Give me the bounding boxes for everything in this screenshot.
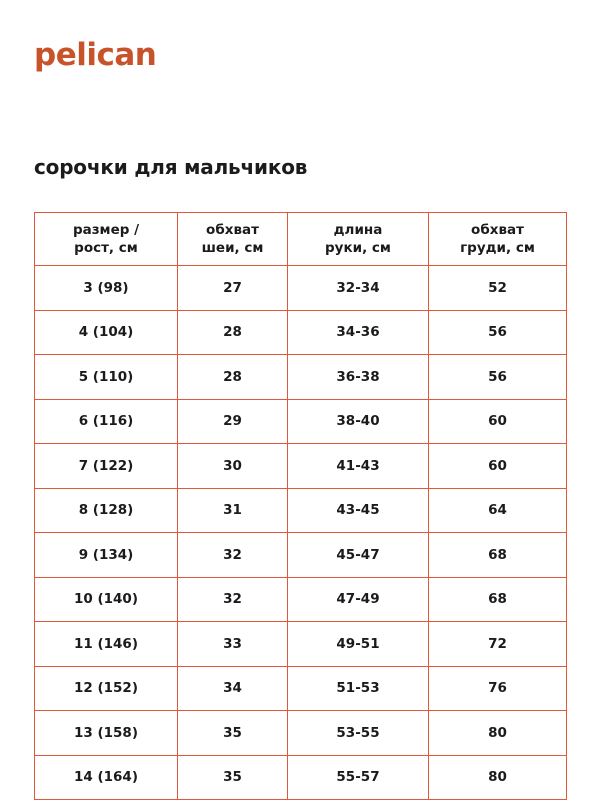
size-table-container [34, 212, 566, 800]
cell-arm: 47-49 [288, 577, 429, 622]
size-table [34, 212, 567, 800]
cell-neck: 35 [178, 711, 288, 756]
column-header-chest [429, 213, 567, 266]
cell-chest: 76 [429, 666, 567, 711]
page-title: сорочки для мальчиков [34, 155, 308, 179]
cell-size: 4 (104) [35, 310, 178, 355]
cell-arm: 51-53 [288, 666, 429, 711]
cell-arm: 45-47 [288, 533, 429, 578]
table-header [35, 213, 567, 266]
table-row [35, 666, 567, 711]
cell-chest: 64 [429, 488, 567, 533]
table-row [35, 310, 567, 355]
cell-size: 13 (158) [35, 711, 178, 756]
cell-neck: 27 [178, 266, 288, 311]
column-header-size-line2: рост, см [74, 240, 138, 256]
column-header-size [35, 213, 178, 266]
table-body [35, 266, 567, 800]
cell-chest: 68 [429, 577, 567, 622]
cell-size: 5 (110) [35, 355, 178, 400]
cell-neck: 35 [178, 755, 288, 800]
cell-size: 9 (134) [35, 533, 178, 578]
cell-size: 6 (116) [35, 399, 178, 444]
table-row [35, 622, 567, 667]
cell-neck: 33 [178, 622, 288, 667]
cell-arm: 53-55 [288, 711, 429, 756]
cell-chest: 72 [429, 622, 567, 667]
cell-arm: 55-57 [288, 755, 429, 800]
column-header-arm-line2: руки, см [325, 240, 391, 256]
table-row [35, 711, 567, 756]
cell-size: 10 (140) [35, 577, 178, 622]
table-row [35, 399, 567, 444]
column-header-neck [178, 213, 288, 266]
table-row [35, 488, 567, 533]
cell-chest: 68 [429, 533, 567, 578]
cell-chest: 52 [429, 266, 567, 311]
cell-neck: 32 [178, 533, 288, 578]
cell-neck: 34 [178, 666, 288, 711]
table-row [35, 533, 567, 578]
table-row [35, 266, 567, 311]
cell-neck: 32 [178, 577, 288, 622]
column-header-chest-line1: обхват [471, 221, 524, 238]
cell-arm: 38-40 [288, 399, 429, 444]
cell-size: 3 (98) [35, 266, 178, 311]
cell-neck: 31 [178, 488, 288, 533]
column-header-arm [288, 213, 429, 266]
cell-neck: 28 [178, 310, 288, 355]
table-row [35, 577, 567, 622]
cell-arm: 34-36 [288, 310, 429, 355]
cell-chest: 56 [429, 310, 567, 355]
cell-arm: 49-51 [288, 622, 429, 667]
cell-chest: 80 [429, 711, 567, 756]
table-row [35, 355, 567, 400]
cell-chest: 60 [429, 444, 567, 489]
cell-neck: 28 [178, 355, 288, 400]
cell-arm: 41-43 [288, 444, 429, 489]
cell-arm: 32-34 [288, 266, 429, 311]
column-header-size-line1: размер / [72, 221, 140, 238]
cell-arm: 36-38 [288, 355, 429, 400]
column-header-neck-line1: обхват [206, 221, 259, 238]
column-header-arm-line1: длина [333, 221, 383, 238]
cell-chest: 60 [429, 399, 567, 444]
cell-size: 7 (122) [35, 444, 178, 489]
cell-chest: 56 [429, 355, 567, 400]
cell-size: 8 (128) [35, 488, 178, 533]
cell-neck: 30 [178, 444, 288, 489]
table-header-row [35, 213, 567, 266]
cell-size: 11 (146) [35, 622, 178, 667]
column-header-neck-line2: шеи, см [201, 240, 264, 256]
table-row [35, 755, 567, 800]
brand-logo: pelican [34, 37, 157, 73]
cell-size: 12 (152) [35, 666, 178, 711]
cell-arm: 43-45 [288, 488, 429, 533]
table-row [35, 444, 567, 489]
cell-size: 14 (164) [35, 755, 178, 800]
cell-chest: 80 [429, 755, 567, 800]
cell-neck: 29 [178, 399, 288, 444]
column-header-chest-line2: груди, см [460, 240, 535, 256]
